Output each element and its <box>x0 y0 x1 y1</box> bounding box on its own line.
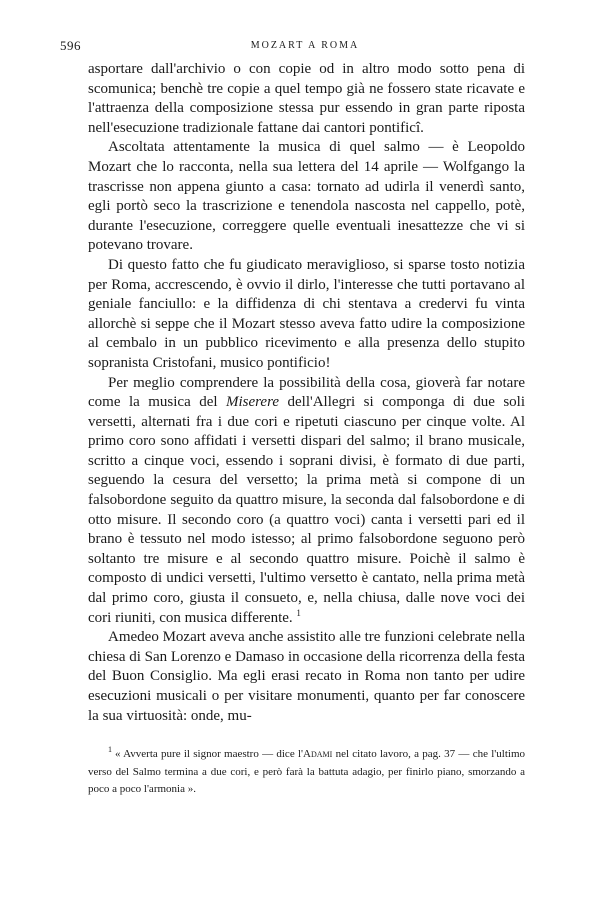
running-title: MOZART A ROMA <box>250 40 360 51</box>
paragraph-5: Amedeo Mozart aveva anche assistito alle tre funzioni celebrate nella chiesa di San Lorenzo e Damaso in occasione della ricorrenza della festa del Buon Consiglio. Ma egli erasi recato in Roma non tanto per udire esecuzioni musicali o per visitare monumenti, quanto per far conoscere la sua virtuosità: onde, mu- <box>88 629 525 724</box>
paragraph-4-text-a: Per meglio comprendere la possibilità della cosa, gioverà far notare come la musica del <box>88 374 525 411</box>
footnote-text-b: nel citato lavoro, a pag. 37 — che l'ultimo verso del Salmo termina a due cori, e però farà la battuta adagio, per finirlo piano, smorzando a poco a poco l'armonia ». <box>88 748 526 795</box>
footnote-author: Adami <box>303 748 333 760</box>
body-text <box>88 60 525 726</box>
paragraph-2: Ascoltata attentamente la musica di quel salmo — è Leopoldo Mozart che lo racconta, nella sua lettera del 14 aprile — Wolfgango la trascrisse non appena giunto a casa: tornato ad udirla il venerdì santo, egli portò seco la trascrizione e tenendola nascosta nel cappello, potè, durante l'esecuzione, correggere quelle eventuali inesattezze che vi si potevano trovare. <box>88 139 525 254</box>
miserere-title: Miserere <box>225 394 280 411</box>
footnote-number: 1 <box>108 745 112 755</box>
paragraph-4-text-b: dell'Allegri si componga di due soli versetti, alternati fra i due cori e ripetuti ciascuno per cinque volte. Al primo coro sono affidati i versetti dispari del salmo; il brano musicale, scritto a cinque voci, essendo i soprani divisi, è formato di due parti, seguendo la cesura del versetto; la prima metà si compone di un falsobordone seguito da quattro misure, la seconda dal falsobordone e di otto misure. Il secondo coro (a quattro voci) canta i versetti pari ed il brano è tessuto nel modo istesso; al primo falsobordone seguono però soltanto tre misure e al secondo quattro misure. Poichè il salmo è composto di undici versetti, l'ultimo versetto è cantato, nella prima metà dal primo coro, giusta il consueto, e, nella chiusa, dalle nove voci dei cori riuniti, con musica differente. <box>88 394 525 626</box>
page-number: 596 <box>60 38 81 53</box>
paragraph-3: Di questo fatto che fu giudicato meraviglioso, si sparse tosto notizia per Roma, accrescendo, è ovvio il dirlo, l'interesse che tutti portavano al geniale fanciullo: e la diffidenza di chi stentava a credervi fu vinta allorchè si seppe che il Mozart stesso aveva fatto udire la composizione al cembalo in un pubblico ricevimento e alla presenza dello stupito sopranista Cristofani, musico pontificio! <box>88 256 525 371</box>
paragraph-1: asportare dall'archivio o con copie od in altro modo sotto pena di scomunica; benchè tre copie a quel tempo già ne fossero state ricavate e l'attraenza della composizione stessa pur essendo in gran parte riposta nell'esecuzione tradizionale fattane dai cantori pontificî. <box>88 61 525 136</box>
footnote-reference[interactable]: 1 <box>296 607 301 618</box>
footnote-text-a: « Avverta pure il signor maestro — dice l' <box>115 748 304 760</box>
footnote-1 <box>88 746 525 799</box>
footnotes <box>88 746 525 799</box>
paragraph-4 <box>88 374 525 629</box>
